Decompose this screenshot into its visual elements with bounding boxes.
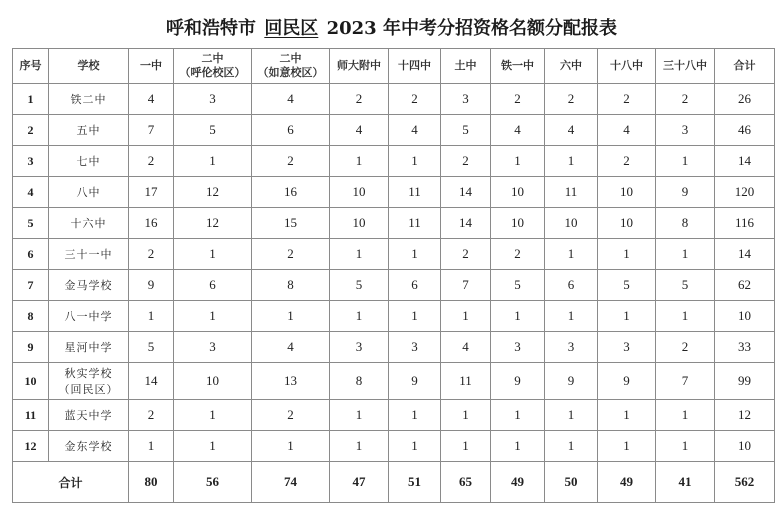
quota-cell: 1 [598, 239, 656, 270]
col-header-no1: 一中 [129, 49, 174, 84]
row-index: 10 [13, 363, 49, 400]
quota-cell: 1 [545, 146, 598, 177]
col-header-school: 学校 [49, 49, 129, 84]
row-total-cell: 10 [715, 301, 775, 332]
col-header-no2-hulun: 二中 （呼伦校区） [174, 49, 252, 84]
quota-cell: 2 [129, 400, 174, 431]
quota-cell: 2 [330, 84, 389, 115]
quota-cell: 12 [174, 177, 252, 208]
table-row [13, 270, 775, 301]
quota-cell: 2 [389, 84, 441, 115]
table-row [13, 431, 775, 462]
quota-cell: 4 [330, 115, 389, 146]
quota-cell: 1 [174, 239, 252, 270]
school-name: 星河中学 [49, 332, 129, 363]
row-total-cell: 116 [715, 208, 775, 239]
quota-cell: 1 [174, 146, 252, 177]
row-index: 5 [13, 208, 49, 239]
quota-cell: 10 [598, 177, 656, 208]
quota-cell: 9 [656, 177, 715, 208]
quota-cell: 1 [389, 239, 441, 270]
row-total-cell: 14 [715, 146, 775, 177]
col-header-no6: 六中 [545, 49, 598, 84]
quota-cell: 8 [252, 270, 330, 301]
quota-cell: 2 [491, 239, 545, 270]
table-row [13, 400, 775, 431]
col-header-no14: 十四中 [389, 49, 441, 84]
row-total-cell: 14 [715, 239, 775, 270]
quota-cell: 1 [656, 146, 715, 177]
quota-cell: 1 [330, 301, 389, 332]
quota-cell: 2 [252, 400, 330, 431]
quota-cell: 1 [389, 431, 441, 462]
quota-cell: 3 [656, 115, 715, 146]
quota-cell: 4 [389, 115, 441, 146]
row-index: 4 [13, 177, 49, 208]
quota-cell: 3 [330, 332, 389, 363]
quota-cell: 1 [491, 146, 545, 177]
quota-cell: 6 [389, 270, 441, 301]
quota-cell: 6 [252, 115, 330, 146]
quota-cell: 8 [330, 363, 389, 400]
quota-cell: 9 [389, 363, 441, 400]
quota-cell: 8 [656, 208, 715, 239]
quota-cell: 3 [174, 84, 252, 115]
quota-cell: 3 [389, 332, 441, 363]
quota-cell: 5 [174, 115, 252, 146]
quota-cell: 5 [129, 332, 174, 363]
table-row [13, 115, 775, 146]
col-header-index: 序号 [13, 49, 49, 84]
quota-cell: 1 [598, 431, 656, 462]
col-header-no18: 十八中 [598, 49, 656, 84]
quota-cell: 5 [598, 270, 656, 301]
school-name: 七中 [49, 146, 129, 177]
quota-cell: 1 [330, 431, 389, 462]
quota-cell: 16 [252, 177, 330, 208]
total-cell: 65 [441, 462, 491, 503]
school-name: 八一中学 [49, 301, 129, 332]
school-name: 十六中 [49, 208, 129, 239]
quota-cell: 2 [656, 332, 715, 363]
quota-cell: 1 [656, 239, 715, 270]
row-index: 11 [13, 400, 49, 431]
school-name: 秋实学校 （回民区） [49, 363, 129, 400]
total-cell: 80 [129, 462, 174, 503]
quota-cell: 4 [129, 84, 174, 115]
col-header-no2-ruyi: 二中 （如意校区） [252, 49, 330, 84]
school-name: 金马学校 [49, 270, 129, 301]
quota-cell: 14 [441, 208, 491, 239]
total-row [13, 462, 775, 503]
quota-cell: 2 [441, 239, 491, 270]
quota-cell: 13 [252, 363, 330, 400]
quota-cell: 1 [491, 400, 545, 431]
col-header-no38: 三十八中 [656, 49, 715, 84]
school-name: 八中 [49, 177, 129, 208]
quota-cell: 1 [491, 431, 545, 462]
row-index: 1 [13, 84, 49, 115]
total-cell: 56 [174, 462, 252, 503]
quota-cell: 1 [441, 431, 491, 462]
row-total-cell: 46 [715, 115, 775, 146]
quota-cell: 11 [389, 208, 441, 239]
col-header-tieyi: 铁一中 [491, 49, 545, 84]
quota-cell: 10 [598, 208, 656, 239]
quota-cell: 4 [598, 115, 656, 146]
quota-cell: 15 [252, 208, 330, 239]
school-name: 蓝天中学 [49, 400, 129, 431]
quota-cell: 10 [330, 208, 389, 239]
quota-cell: 17 [129, 177, 174, 208]
quota-cell: 1 [389, 146, 441, 177]
quota-cell: 7 [129, 115, 174, 146]
quota-cell: 7 [656, 363, 715, 400]
quota-cell: 1 [129, 301, 174, 332]
row-index: 12 [13, 431, 49, 462]
quota-cell: 14 [441, 177, 491, 208]
school-name: 铁二中 [49, 84, 129, 115]
header-row [13, 49, 775, 84]
quota-cell: 11 [545, 177, 598, 208]
row-total-cell: 10 [715, 431, 775, 462]
quota-cell: 2 [441, 146, 491, 177]
table-row [13, 146, 775, 177]
quota-cell: 1 [598, 400, 656, 431]
quota-cell: 2 [656, 84, 715, 115]
quota-cell: 5 [656, 270, 715, 301]
quota-cell: 10 [174, 363, 252, 400]
quota-cell: 1 [545, 239, 598, 270]
table-row [13, 301, 775, 332]
row-total-cell: 33 [715, 332, 775, 363]
quota-cell: 1 [441, 400, 491, 431]
row-index: 3 [13, 146, 49, 177]
title-city: 呼和浩特市 [166, 18, 257, 39]
quota-cell: 10 [545, 208, 598, 239]
page-title [0, 14, 783, 40]
quota-cell: 1 [598, 301, 656, 332]
quota-cell: 11 [389, 177, 441, 208]
quota-cell: 1 [389, 400, 441, 431]
quota-cell: 2 [598, 84, 656, 115]
row-index: 6 [13, 239, 49, 270]
quota-cell: 1 [545, 400, 598, 431]
quota-cell: 9 [491, 363, 545, 400]
quota-cell: 5 [441, 115, 491, 146]
table-row [13, 332, 775, 363]
quota-cell: 4 [441, 332, 491, 363]
quota-cell: 1 [545, 431, 598, 462]
table-row [13, 84, 775, 115]
total-cell: 74 [252, 462, 330, 503]
quota-cell: 9 [129, 270, 174, 301]
quota-cell: 2 [129, 146, 174, 177]
quota-cell: 2 [491, 84, 545, 115]
quota-cell: 1 [174, 301, 252, 332]
quota-cell: 3 [545, 332, 598, 363]
quota-cell: 1 [330, 400, 389, 431]
quota-cell: 2 [252, 239, 330, 270]
row-index: 8 [13, 301, 49, 332]
row-total-cell: 12 [715, 400, 775, 431]
quota-cell: 1 [491, 301, 545, 332]
quota-cell: 1 [441, 301, 491, 332]
row-total-cell: 120 [715, 177, 775, 208]
table-row [13, 177, 775, 208]
total-cell: 49 [491, 462, 545, 503]
quota-cell: 4 [252, 332, 330, 363]
quota-cell: 4 [252, 84, 330, 115]
row-total-cell: 62 [715, 270, 775, 301]
quota-cell: 2 [129, 239, 174, 270]
quota-cell: 4 [491, 115, 545, 146]
quota-cell: 3 [441, 84, 491, 115]
quota-cell: 1 [545, 301, 598, 332]
quota-cell: 10 [491, 208, 545, 239]
quota-allocation-table [12, 48, 775, 503]
quota-cell: 3 [491, 332, 545, 363]
col-header-tuzhong: 土中 [441, 49, 491, 84]
quota-cell: 6 [174, 270, 252, 301]
quota-cell: 1 [330, 239, 389, 270]
total-cell: 49 [598, 462, 656, 503]
title-district: 回民区 [264, 18, 319, 39]
quota-cell: 5 [330, 270, 389, 301]
quota-cell: 2 [598, 146, 656, 177]
row-index: 7 [13, 270, 49, 301]
row-index: 2 [13, 115, 49, 146]
total-cell: 51 [389, 462, 441, 503]
total-cell: 50 [545, 462, 598, 503]
quota-cell: 1 [656, 400, 715, 431]
col-header-total: 合计 [715, 49, 775, 84]
quota-cell: 1 [129, 431, 174, 462]
quota-cell: 3 [174, 332, 252, 363]
quota-cell: 1 [252, 301, 330, 332]
quota-cell: 2 [545, 84, 598, 115]
quota-cell: 1 [330, 146, 389, 177]
quota-cell: 1 [174, 400, 252, 431]
row-index: 9 [13, 332, 49, 363]
total-cell: 47 [330, 462, 389, 503]
row-total-cell: 26 [715, 84, 775, 115]
quota-cell: 14 [129, 363, 174, 400]
quota-cell: 11 [441, 363, 491, 400]
quota-cell: 7 [441, 270, 491, 301]
quota-cell: 12 [174, 208, 252, 239]
grand-total-cell: 562 [715, 462, 775, 503]
quota-cell: 4 [545, 115, 598, 146]
table-row [13, 363, 775, 400]
quota-cell: 6 [545, 270, 598, 301]
school-name: 金东学校 [49, 431, 129, 462]
quota-cell: 3 [598, 332, 656, 363]
table-row [13, 208, 775, 239]
quota-cell: 10 [491, 177, 545, 208]
school-name: 三十一中 [49, 239, 129, 270]
quota-cell: 1 [656, 301, 715, 332]
title-suffix: 2023 年中考分招资格名额分配报表 [326, 18, 617, 39]
school-name: 五中 [49, 115, 129, 146]
table-row [13, 239, 775, 270]
row-total-cell: 99 [715, 363, 775, 400]
quota-cell: 10 [330, 177, 389, 208]
quota-cell: 1 [174, 431, 252, 462]
total-label: 合计 [13, 462, 129, 503]
quota-cell: 2 [252, 146, 330, 177]
col-header-shida: 师大附中 [330, 49, 389, 84]
quota-cell: 1 [656, 431, 715, 462]
quota-cell: 1 [252, 431, 330, 462]
total-cell: 41 [656, 462, 715, 503]
quota-cell: 9 [598, 363, 656, 400]
quota-cell: 16 [129, 208, 174, 239]
quota-cell: 9 [545, 363, 598, 400]
quota-cell: 1 [389, 301, 441, 332]
quota-cell: 5 [491, 270, 545, 301]
